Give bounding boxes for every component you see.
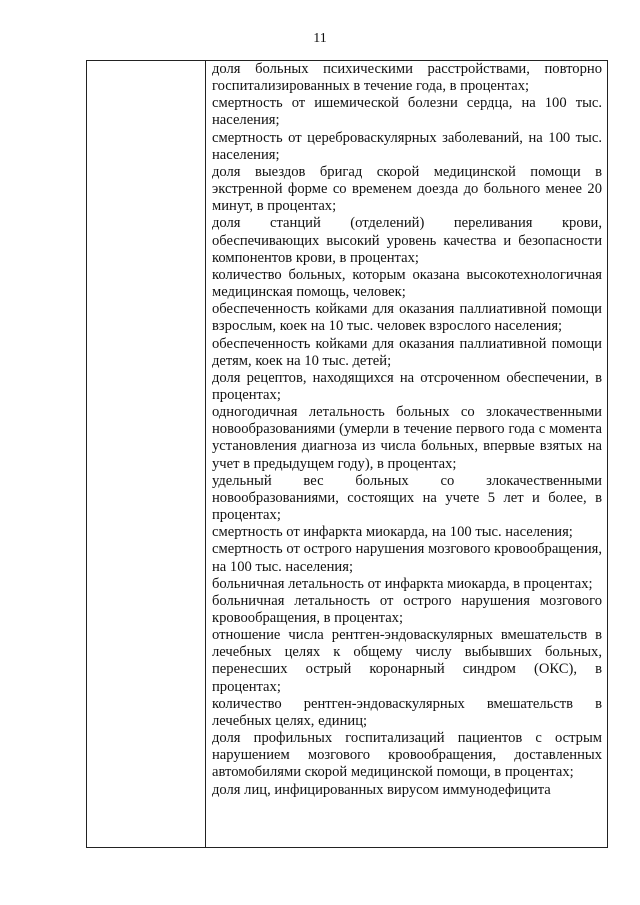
table-right-column: [206, 61, 607, 847]
table-left-column: [87, 61, 206, 847]
indicators-table: [86, 60, 608, 848]
list-item: доля станций (отделений) переливания крови, обеспечивающих высокий уровень качества и безопасности компонентов крови, в процентах;: [212, 215, 602, 266]
list-item: доля профильных госпитализаций пациентов с острым нарушением мозгового кровообращения, доставленных автомобилями скорой медицинской помощи, в процентах;: [212, 730, 602, 781]
list-item: смертность от ишемической болезни сердца, на 100 тыс. населения;: [212, 95, 602, 129]
list-item: доля выездов бригад скорой медицинской помощи в экстренной форме со временем доезда до больного менее 20 минут, в процентах;: [212, 163, 602, 215]
list-item: больничная летальность от острого нарушения мозгового кровообращения, в процентах;: [212, 592, 602, 626]
list-item: обеспеченность койками для оказания паллиативной помощи детям, коек на 10 тыс. детей;: [212, 335, 602, 369]
list-item: одногодичная летальность больных со злокачественными новообразованиями (умерли в течение первого года с момента установления диагноза из числа больных, впервые взятых на учет в предыдущем году), в процентах;: [212, 404, 602, 472]
page-number: 11: [313, 31, 327, 46]
list-item: удельный вес больных со злокачественными новообразованиями, состоящих на учете 5 лет и более, в процентах;: [212, 472, 602, 524]
list-item: доля больных психическими расстройствами, повторно госпитализированных в течение года, в процентах;: [212, 61, 602, 95]
list-item: доля лиц, инфицированных вирусом иммунодефицита: [212, 781, 551, 798]
list-item: доля рецептов, находящихся на отсроченном обеспечении, в процентах;: [212, 369, 602, 403]
list-item: смертность от острого нарушения мозгового кровообращения, на 100 тыс. населения;: [212, 541, 602, 575]
list-item: смертность от инфаркта миокарда, на 100 тыс. населения;: [212, 524, 573, 541]
list-item: больничная летальность от инфаркта миокарда, в процентах;: [212, 575, 593, 592]
list-item: количество больных, которым оказана высокотехнологичная медицинская помощь, человек;: [212, 266, 602, 301]
list-item: обеспеченность койками для оказания паллиативной помощи взрослым, коек на 10 тыс. человек взрослого населения;: [212, 301, 602, 335]
list-item: количество рентген-эндоваскулярных вмешательств в лечебных целях, единиц;: [212, 695, 602, 729]
list-item: смертность от цереброваскулярных заболеваний, на 100 тыс. населения;: [212, 129, 602, 163]
list-item: отношение числа рентген-эндоваскулярных вмешательств в лечебных целях к общему числу выбывших больных, перенесших острый коронарный синдром (ОКС), в процентах;: [212, 627, 602, 695]
